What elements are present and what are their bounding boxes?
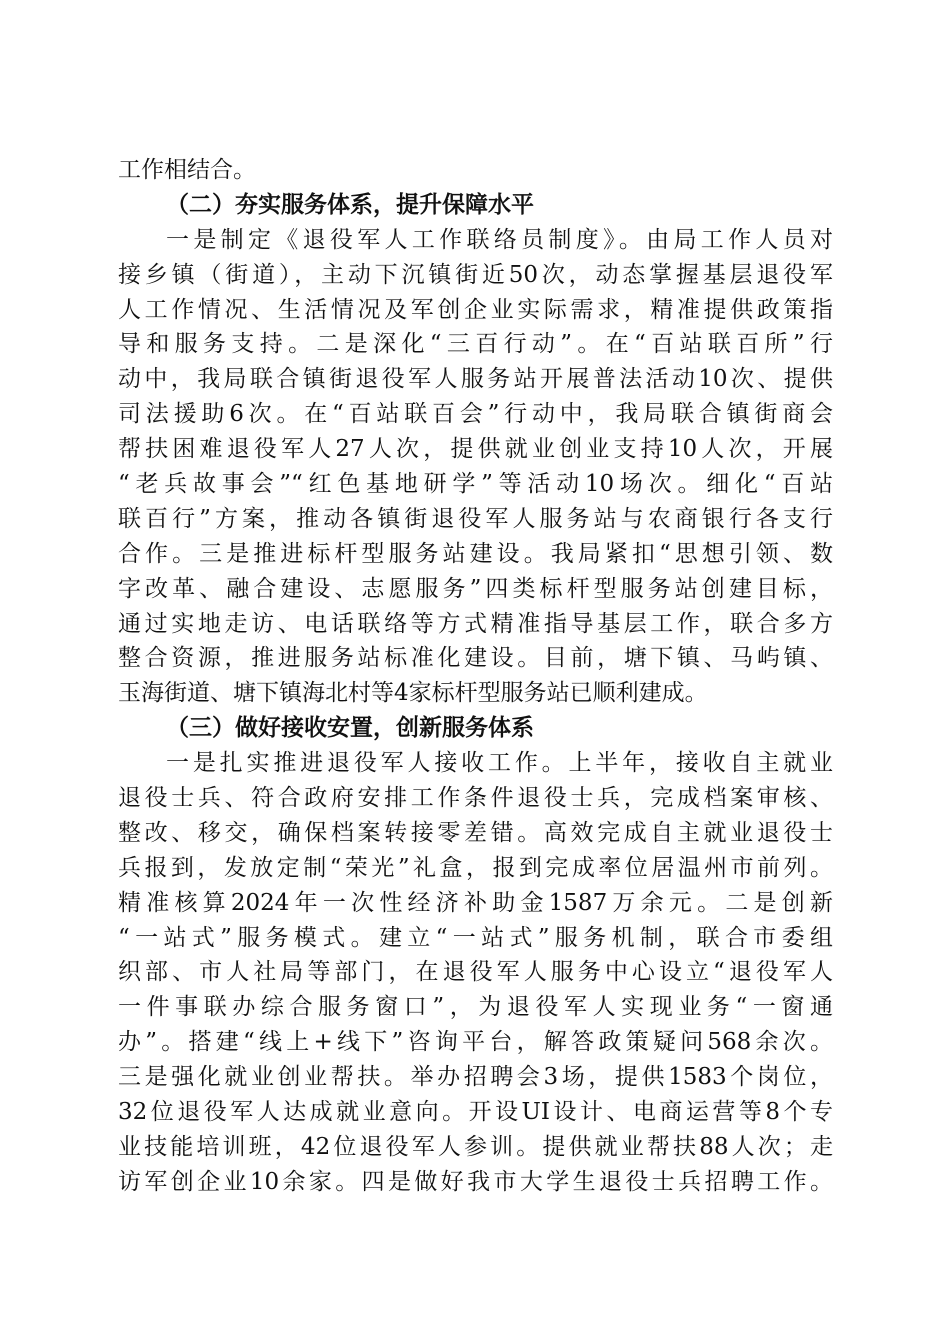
text-line: 一是扎实推进退役军人接收工作。上半年，接收自主就业 <box>166 750 833 777</box>
text-line: 精准核算2024年一次性经济补助金1587万余元。二是创新 <box>118 889 833 916</box>
section-heading: （三）做好接收安置，创新服务体系 <box>166 714 534 742</box>
text-line: 业技能培训班，42位退役军人参训。提供就业帮扶88人次；走 <box>118 1133 833 1160</box>
text-line: 32位退役军人达成就业意向。开设UI设计、电商运营等8个专 <box>118 1099 833 1126</box>
section-heading: （二）夯实服务体系，提升保障水平 <box>166 190 534 218</box>
text-line: 帮扶困难退役军人27人次，提供就业创业支持10人次，开展 <box>118 436 833 463</box>
text-line: 动中，我局联合镇街退役军人服务站开展普法活动10次、提供 <box>118 366 833 393</box>
text-line: 字改革、融合建设、志愿服务”四类标杆型服务站创建目标， <box>118 575 833 602</box>
text-line: 人工作情况、生活情况及军创企业实际需求，精准提供政策指 <box>118 296 833 323</box>
text-line: 三是强化就业创业帮扶。举办招聘会3场，提供1583个岗位， <box>118 1064 833 1091</box>
text-line: 通过实地走访、电话联络等方式精准指导基层工作，联合多方 <box>118 610 833 637</box>
text-line: 整合资源，推进服务站标准化建设。目前，塘下镇、马屿镇、 <box>118 645 833 672</box>
text-line: 合作。三是推进标杆型服务站建设。我局紧扣“思想引领、数 <box>118 540 833 567</box>
text-line: “老兵故事会”“红色基地研学”等活动10场次。细化“百站 <box>118 471 833 498</box>
text-line: 司法援助6次。在“百站联百会”行动中，我局联合镇街商会 <box>118 401 833 428</box>
text-line: 整改、移交，确保档案转接零差错。高效完成自主就业退役士 <box>118 819 833 846</box>
document-page <box>118 153 833 1200</box>
text-line: 访军创企业10余家。四是做好我市大学生退役士兵招聘工作。 <box>118 1168 833 1195</box>
text-line: 导和服务支持。二是深化“三百行动”。在“百站联百所”行 <box>118 331 833 358</box>
text-line: 织部、市人社局等部门，在退役军人服务中心设立“退役军人 <box>118 959 833 986</box>
text-line: 一件事联办综合服务窗口”，为退役军人实现业务“一窗通 <box>118 994 833 1021</box>
text-line: 工作相结合。 <box>118 157 256 183</box>
document-body <box>118 153 833 1200</box>
text-line: 接乡镇（街道），主动下沉镇街近50次，动态掌握基层退役军 <box>118 261 833 288</box>
text-line: 退役士兵、符合政府安排工作条件退役士兵，完成档案审核、 <box>118 785 833 812</box>
text-line: 玉海街道、塘下镇海北村等4家标杆型服务站已顺利建成。 <box>118 680 708 707</box>
text-line: 办”。搭建“线上+线下”咨询平台，解答政策疑问568余次。 <box>118 1029 833 1056</box>
text-line: “一站式”服务模式。建立“一站式”服务机制，联合市委组 <box>118 924 833 951</box>
text-line: 联百行”方案，推动各镇街退役军人服务站与农商银行各支行 <box>118 505 833 532</box>
text-line: 一是制定《退役军人工作联络员制度》。由局工作人员对 <box>166 226 833 253</box>
text-line: 兵报到，发放定制“荣光”礼盒，报到完成率位居温州市前列。 <box>118 854 833 881</box>
